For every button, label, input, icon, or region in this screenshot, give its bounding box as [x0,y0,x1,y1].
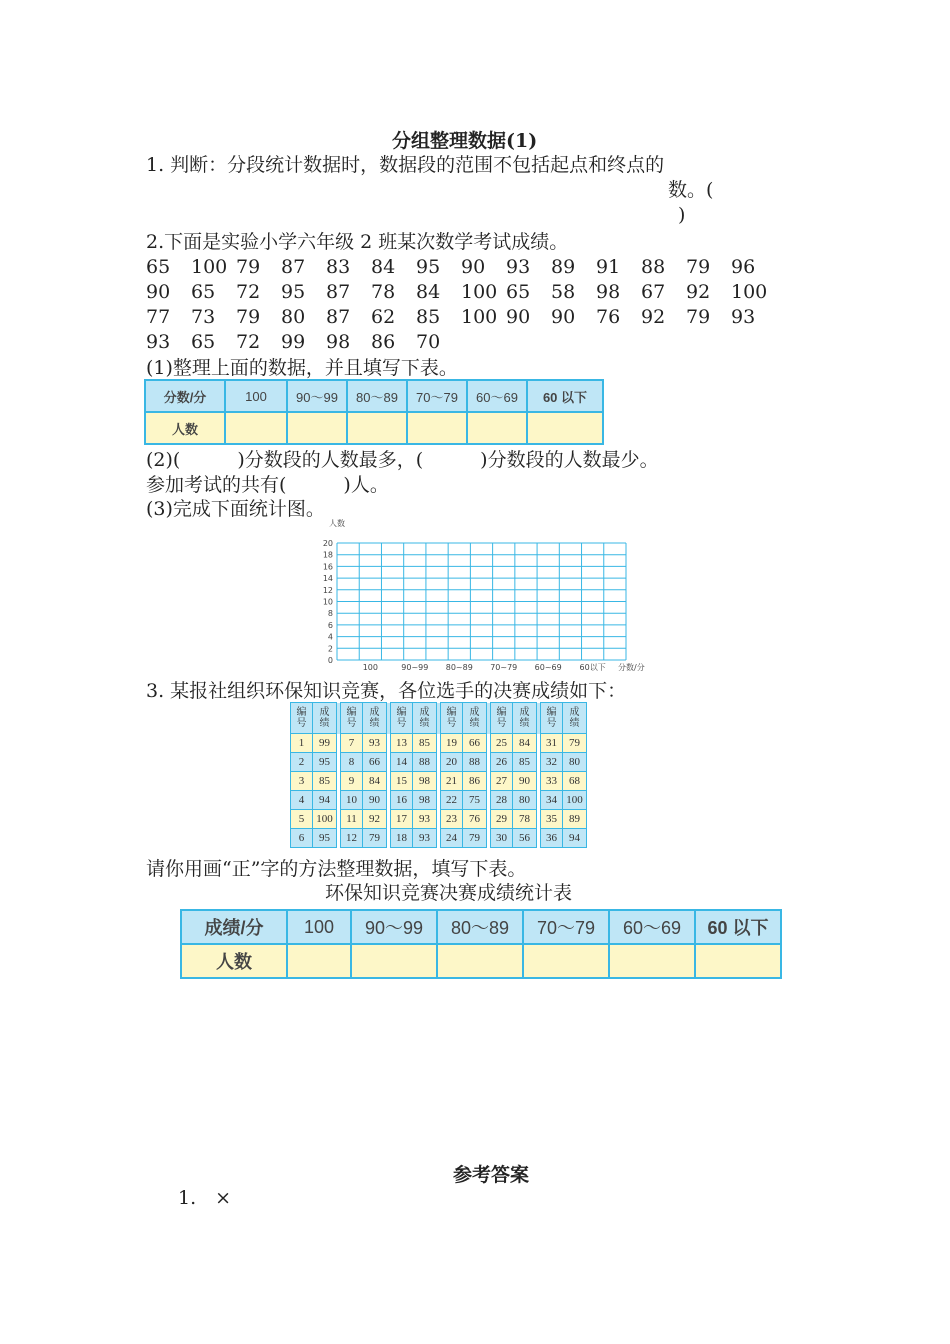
answer-cell[interactable] [467,412,527,444]
header-cell: 100 [287,910,351,944]
contestant-id: 32 [541,753,563,772]
answer-cell[interactable] [287,412,347,444]
contestant-id: 23 [441,810,463,829]
score-value: 65 [191,281,216,303]
contest-table-row [291,753,587,772]
contestant-score: 93 [363,734,387,753]
answer-cell[interactable] [225,412,287,444]
score-value: 100 [461,306,498,328]
q1-line2: 数。( [668,179,714,201]
contestant-score: 85 [313,772,337,791]
header-cell: 70～79 [523,910,609,944]
contestant-id: 36 [541,829,563,848]
y-tick-label: 0 [327,656,333,665]
score-value: 87 [326,306,351,328]
contestant-id: 19 [441,734,463,753]
contestant-id: 6 [291,829,313,848]
contestant-score: 98 [413,772,437,791]
y-tick-label: 4 [327,632,333,642]
contestant-score: 86 [463,772,487,791]
x-tick-label: 90~99 [401,663,429,672]
q1-line1: 1. 判断：分段统计数据时，数据段的范围不包括起点和终点的 [146,154,665,176]
header-cell: 90～99 [351,910,437,944]
q2-sub1: (1)整理上面的数据，并且填写下表。 [146,357,458,379]
x-tick-label: 80~89 [445,663,473,672]
header-id: 编 号 [291,703,313,734]
contestant-id: 9 [341,772,363,791]
x-axis-label: 分数/分 [618,663,645,672]
answers-title: 参考答案 [453,1164,530,1186]
contestant-id: 11 [341,810,363,829]
score-value: 85 [416,306,441,328]
score-value: 65 [191,331,216,353]
contestant-id: 29 [491,810,513,829]
score-value: 72 [236,281,261,303]
contestant-id: 4 [291,791,313,810]
contestant-id: 27 [491,772,513,791]
x-tick-label: 60~69 [534,663,562,672]
score-value: 88 [641,256,666,278]
contestant-id: 33 [541,772,563,791]
score-value: 77 [146,306,171,328]
score-value: 86 [371,331,396,353]
contestant-id: 30 [491,829,513,848]
contestant-score: 84 [363,772,387,791]
contestant-id: 24 [441,829,463,848]
header-score: 成 绩 [513,703,537,734]
contestant-id: 3 [291,772,313,791]
score-value: 92 [641,306,666,328]
score-value: 98 [596,281,621,303]
contestant-score: 68 [563,772,587,791]
contestant-id: 5 [291,810,313,829]
header-score: 成 绩 [413,703,437,734]
score-value: 58 [551,281,576,303]
contestant-score: 85 [513,753,537,772]
contestant-score: 92 [363,810,387,829]
score-value: 95 [281,281,306,303]
contest-score-table [290,702,587,848]
score-value: 65 [506,281,531,303]
q2-sub2-line1: (2)( )分数段的人数最多，( )分数段的人数最少。 [146,449,659,471]
header-score: 成 绩 [363,703,387,734]
header-cell: 60～69 [609,910,695,944]
contestant-id: 18 [391,829,413,848]
contestant-id: 12 [341,829,363,848]
contestant-score: 98 [413,791,437,810]
header-id: 编 号 [441,703,463,734]
x-tick-label: 70~79 [490,663,518,672]
contest-table-row [291,829,587,848]
answer-cell[interactable] [527,412,603,444]
score-value: 76 [596,306,621,328]
y-tick-label: 12 [322,585,333,595]
contestant-id: 35 [541,810,563,829]
header-id: 编 号 [491,703,513,734]
contestant-id: 14 [391,753,413,772]
score-value: 90 [506,306,531,328]
score-table-2-header [181,910,781,944]
score-value: 79 [236,306,261,328]
y-tick-label: 16 [322,562,333,572]
answer-cell[interactable] [437,944,523,978]
header-score: 成 绩 [463,703,487,734]
contestant-score: 76 [463,810,487,829]
y-tick-label: 14 [322,574,333,584]
contestant-id: 15 [391,772,413,791]
header-id: 编 号 [541,703,563,734]
contestant-score: 84 [513,734,537,753]
header-cell: 60～69 [467,380,527,412]
header-score: 成 绩 [313,703,337,734]
contestant-id: 25 [491,734,513,753]
contestant-score: 90 [513,772,537,791]
q3-instruction: 请你用画“正”字的方法整理数据，填写下表。 [146,858,527,880]
header-cell: 60 以下 [695,910,781,944]
score-value: 65 [146,256,171,278]
header-cell: 80～89 [437,910,523,944]
score-value: 93 [146,331,171,353]
score-value: 98 [326,331,351,353]
score-value: 95 [416,256,441,278]
contestant-id: 10 [341,791,363,810]
contestant-id: 7 [341,734,363,753]
contestant-score: 89 [563,810,587,829]
contestant-id: 13 [391,734,413,753]
header-cell: 70～79 [407,380,467,412]
bar-chart-grid [305,516,665,676]
contestant-score: 75 [463,791,487,810]
contestant-score: 95 [313,829,337,848]
answer-cell[interactable] [523,944,609,978]
contestant-score: 88 [413,753,437,772]
contestant-score: 93 [413,810,437,829]
contestant-score: 90 [363,791,387,810]
q3-table-title: 环保知识竞赛决赛成绩统计表 [325,882,573,904]
score-value: 79 [236,256,261,278]
score-value: 80 [281,306,306,328]
header-id: 编 号 [341,703,363,734]
score-list [146,255,771,355]
score-value: 90 [461,256,486,278]
score-value: 84 [371,256,396,278]
score-row [146,330,771,355]
q3-intro: 3. 某报社组织环保知识竞赛，各位选手的决赛成绩如下： [146,680,627,702]
answer-cell[interactable] [695,944,781,978]
header-score: 成 绩 [563,703,587,734]
score-row [146,255,771,280]
y-tick-label: 10 [322,597,333,607]
score-value: 99 [281,331,306,353]
q1-line3: ) [678,204,686,226]
contestant-id: 2 [291,753,313,772]
score-value: 67 [641,281,666,303]
score-table-2 [180,909,782,979]
contestant-id: 28 [491,791,513,810]
contest-table-row [291,734,587,753]
contestant-id: 1 [291,734,313,753]
score-value: 96 [731,256,756,278]
contestant-id: 16 [391,791,413,810]
header-cell: 100 [225,380,287,412]
y-tick-label: 8 [327,609,333,619]
score-value: 92 [686,281,711,303]
score-table-1-header [145,380,603,412]
header-id: 编 号 [391,703,413,734]
score-value: 93 [506,256,531,278]
score-value: 91 [596,256,621,278]
header-cell: 80～89 [347,380,407,412]
contestant-score: 100 [313,810,337,829]
score-value: 87 [281,256,306,278]
header-cell: 分数/分 [145,380,225,412]
contestant-score: 66 [463,734,487,753]
contestant-id: 17 [391,810,413,829]
y-tick-label: 2 [327,644,333,654]
contest-table-row [291,810,587,829]
y-tick-label: 6 [327,620,333,630]
contestant-score: 78 [513,810,537,829]
contestant-score: 93 [413,829,437,848]
contestant-score: 100 [563,791,587,810]
y-tick-label: 18 [322,550,333,560]
score-value: 100 [191,256,228,278]
contestant-id: 26 [491,753,513,772]
score-row [146,280,771,305]
contest-table-header [291,703,587,734]
contestant-score: 79 [363,829,387,848]
contestant-score: 99 [313,734,337,753]
contestant-score: 94 [313,791,337,810]
score-table-1-row [145,412,603,444]
score-value: 73 [191,306,216,328]
header-cell: 60 以下 [527,380,603,412]
score-value: 62 [371,306,396,328]
score-value: 93 [731,306,756,328]
score-value: 84 [416,281,441,303]
contestant-id: 20 [441,753,463,772]
score-row [146,305,771,330]
answer-cell[interactable] [351,944,437,978]
contestant-id: 8 [341,753,363,772]
header-cell: 90～99 [287,380,347,412]
contestant-score: 94 [563,829,587,848]
contestant-id: 34 [541,791,563,810]
contestant-score: 79 [463,829,487,848]
score-value: 83 [326,256,351,278]
score-value: 90 [551,306,576,328]
score-value: 79 [686,256,711,278]
score-table-2-row [181,944,781,978]
score-table-1 [144,379,604,445]
row-label: 人数 [181,944,287,978]
score-value: 72 [236,331,261,353]
contestant-score: 56 [513,829,537,848]
score-value: 100 [461,281,498,303]
contestant-score: 66 [363,753,387,772]
contestant-score: 80 [513,791,537,810]
score-value: 70 [416,331,441,353]
score-value: 90 [146,281,171,303]
q2-intro: 2.下面是实验小学六年级 2 班某次数学考试成绩。 [146,231,569,253]
contest-table-row [291,791,587,810]
answer-cell[interactable] [609,944,695,978]
answer-cell[interactable] [347,412,407,444]
row-label: 人数 [145,412,225,444]
contestant-score: 88 [463,753,487,772]
y-axis-label: 人数 [329,519,345,528]
q2-sub2-line2: 参加考试的共有( )人。 [146,474,389,496]
score-value: 100 [731,281,768,303]
score-value: 89 [551,256,576,278]
answer-cell[interactable] [407,412,467,444]
x-tick-label: 100 [362,663,378,672]
contestant-score: 85 [413,734,437,753]
header-cell: 成绩/分 [181,910,287,944]
page-title: 分组整理数据(1) [392,130,538,152]
x-tick-label: 60以下 [579,663,606,672]
contestant-id: 22 [441,791,463,810]
contestant-id: 31 [541,734,563,753]
contestant-score: 95 [313,753,337,772]
score-value: 79 [686,306,711,328]
contest-table-row [291,772,587,791]
contestant-id: 21 [441,772,463,791]
contestant-score: 79 [563,734,587,753]
answer-1: 1. × [178,1187,232,1209]
score-value: 87 [326,281,351,303]
answer-cell[interactable] [287,944,351,978]
q2-sub3: (3)完成下面统计图。 [146,498,325,520]
contestant-score: 80 [563,753,587,772]
score-value: 78 [371,281,396,303]
y-tick-label: 20 [322,539,333,548]
